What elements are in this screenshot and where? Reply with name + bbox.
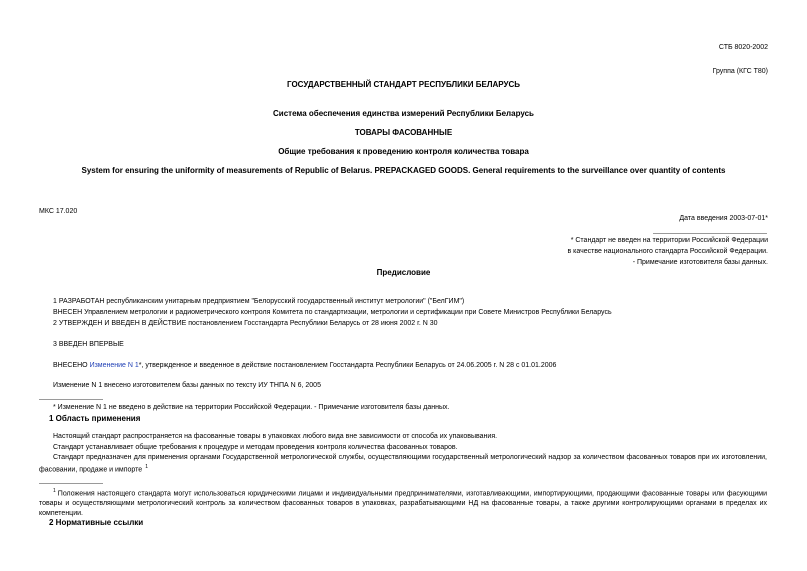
amendment-footnote: * Изменение N 1 не введено в действие на территории Российской Федерации. - Примечание изготовителя базы данных.: [53, 404, 450, 411]
amendment-suffix: *, утвержденное и введенное в действие постановлением Госстандарта Республики Беларусь от 24.06.2005 г. N 28 с 01.01.2006: [138, 362, 557, 369]
footnote-divider-2: [39, 483, 103, 484]
section-2-heading: 2 Нормативные ссылки: [49, 518, 144, 527]
note-divider: [653, 233, 767, 234]
amendment-link[interactable]: Изменение N 1: [89, 362, 139, 369]
section-1-footnote: [39, 487, 767, 518]
mks-code: МКС 17.020: [39, 208, 78, 215]
section-1-heading: 1 Область применения: [49, 414, 141, 423]
db-note-line-2: в качестве национального стандарта Российской Федерации.: [567, 248, 768, 255]
section-1-paragraph-3-text: Стандарт предназначен для применения органами Государственной метрологической службы, осуществляющими государственный метрологический надзор за количеством фасованных товаров при их изготовлении, фасовании, продаже и импорте: [39, 454, 767, 473]
foreword-item-1: 1 РАЗРАБОТАН республиканским унитарным предприятием "Белорусский государственный институт метрологии" ("БелГИМ"): [53, 298, 465, 305]
db-note-line-3: - Примечание изготовителя базы данных.: [632, 259, 768, 266]
section-1-paragraph-1: Настоящий стандарт распространяется на фасованные товары в упаковках любого вида вне зависимости от способа их упаковывания.: [53, 433, 498, 440]
document-subtitle: Общие требования к проведению контроля количества товара: [278, 147, 529, 156]
intro-date: Дата введения 2003-07-01*: [679, 215, 768, 222]
group-code: Группа (КГС Т80): [712, 68, 768, 75]
foreword-item-3: 3 ВВЕДЕН ВПЕРВЫЕ: [53, 341, 124, 348]
doc-code: СТБ 8020-2002: [718, 44, 768, 51]
section-1-paragraph-3: [39, 453, 767, 475]
section-1-paragraph-2: Стандарт устанавливает общие требования к процедуре и методам проведения контроля количества фасованных товаров.: [53, 444, 458, 451]
foreword-item-2: 2 УТВЕРЖДЕН И ВВЕДЕН В ДЕЙСТВИЕ постановлением Госстандарта Республики Беларусь от 28 июня 2002 г. N 30: [53, 320, 438, 327]
foreword-heading: Предисловие: [376, 268, 431, 277]
section-1-footnote-text: Положения настоящего стандарта могут использоваться юридическими лицами и индивидуальными предпринимателями, изготавливающими, импортирующими, продающими фасованные товары или фасующими товары и осуществляющими метрологический контроль за количеством фасованных товаров в упаковках, разрабатывающими НД на фасованные товары, а также другими контролирующими органами в пределах их компетенции.: [39, 490, 767, 517]
amendment-line: [53, 362, 556, 369]
foreword-item-1b: ВНЕСЕН Управлением метрологии и радиометрического контроля Комитета по стандартизации, метрологии и сертификации при Совете Министров Республики Беларусь: [53, 309, 612, 316]
document-title: ТОВАРЫ ФАСОВАННЫЕ: [354, 128, 453, 137]
amendment-note: Изменение N 1 внесено изготовителем базы данных по тексту ИУ ТНПА N 6, 2005: [53, 382, 321, 389]
system-title: Система обеспечения единства измерений Республики Беларусь: [273, 109, 534, 118]
english-title: System for ensuring the uniformity of measurements of Republic of Belarus. PREPACKAGED GOODS. General requirements to the surveillance over quantity of contents: [81, 166, 726, 175]
footnote-reference[interactable]: 1: [145, 463, 148, 470]
amendment-prefix: ВНЕСЕНО: [53, 362, 90, 369]
footnote-divider: [39, 399, 103, 400]
footnote-mark: 1: [53, 488, 56, 494]
db-note-line-1: * Стандарт не введен на территории Российской Федерации: [570, 237, 768, 244]
standard-type: ГОСУДАРСТВЕННЫЙ СТАНДАРТ РЕСПУБЛИКИ БЕЛАРУСЬ: [287, 80, 520, 89]
